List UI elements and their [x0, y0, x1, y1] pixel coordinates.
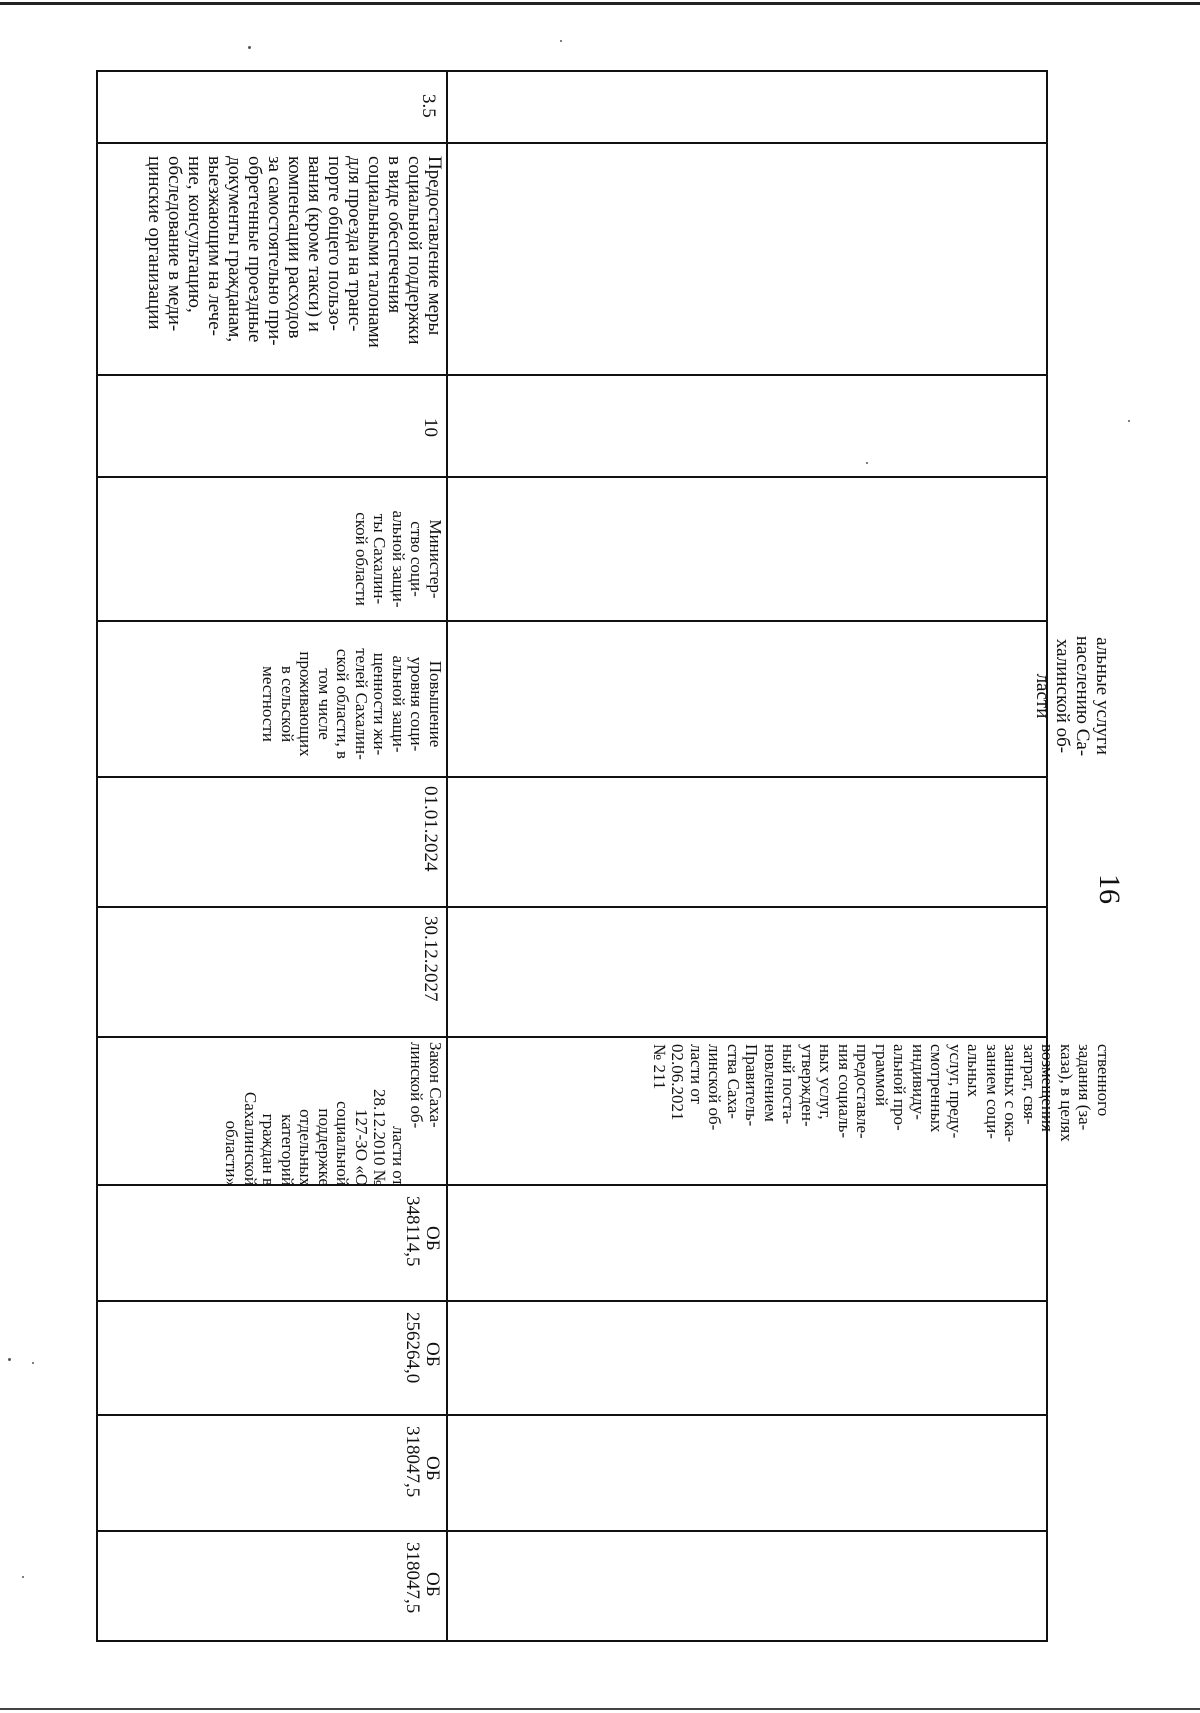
text-line: ласти от — [687, 1044, 706, 1105]
column-divider — [96, 1414, 1048, 1416]
text-line: альные услуги — [1092, 637, 1113, 755]
act-tail-text — [650, 1044, 1113, 1184]
text-line: ласти от — [389, 1125, 408, 1186]
end-date: 30.12.2027 — [420, 916, 441, 1002]
column-divider — [96, 1300, 1048, 1302]
text-line: отдельных — [296, 1109, 316, 1186]
funding-2025 — [402, 1312, 442, 1422]
text-line: ный поста- — [779, 1044, 799, 1125]
scan-speck — [866, 462, 868, 464]
text-line: порте общего пользо- — [324, 156, 345, 331]
funding-amount: 256264,0 — [402, 1312, 423, 1384]
column-divider — [96, 620, 1048, 622]
text-line: за самостоятельно при- — [264, 156, 285, 346]
text-line: граждан в — [259, 1113, 279, 1186]
description-tail-text — [1032, 634, 1112, 758]
text-line: уровня соци- — [407, 656, 427, 752]
text-line: документы гражданам, — [224, 156, 245, 343]
text-line: линской об- — [407, 1042, 427, 1129]
text-line: каза), в целях — [1057, 1044, 1076, 1142]
page-number: 16 — [1093, 874, 1126, 904]
text-line: социальной — [333, 1101, 353, 1186]
scan-speck — [1128, 420, 1130, 422]
scan-speck — [8, 1358, 11, 1361]
text-line: 127-ЗО «О — [352, 1109, 371, 1186]
funding-amount: 318047,5 — [402, 1426, 423, 1498]
text-line: ство соци- — [407, 521, 427, 597]
scan-speck — [32, 1362, 34, 1364]
table-border-left — [96, 70, 98, 1642]
text-line: линской об- — [705, 1044, 725, 1131]
text-line: в сельской — [278, 665, 297, 743]
funding-2024 — [402, 1196, 442, 1306]
text-line: социальными талонами — [364, 156, 385, 348]
text-line: занных с ока- — [1001, 1044, 1021, 1143]
funding-source: ОБ — [422, 1456, 443, 1481]
text-line: ты Сахалин- — [370, 513, 390, 605]
funding-source: ОБ — [422, 1572, 443, 1597]
scan-edge-bottom — [0, 1708, 1200, 1710]
text-line: утвержден- — [798, 1044, 817, 1127]
text-line: возмещения — [1038, 1044, 1058, 1132]
text-line: обследование в меди- — [164, 156, 185, 332]
column-divider — [96, 1036, 1048, 1038]
funding-2026 — [402, 1426, 442, 1536]
start-date: 01.01.2024 — [420, 786, 441, 872]
funding-amount: 318047,5 — [402, 1542, 423, 1614]
column-divider — [96, 776, 1048, 778]
text-line: альной защи- — [389, 655, 408, 753]
code-value: 10 — [420, 418, 441, 437]
text-line: индивиду- — [909, 1044, 928, 1120]
text-line: вания (кроме такси) и — [304, 156, 325, 332]
row-number: 3.5 — [418, 94, 439, 118]
text-line: ласти — [1032, 673, 1053, 719]
result-text — [259, 630, 444, 778]
text-line: поддержке — [315, 1108, 334, 1186]
text-line: щенности жи- — [370, 652, 390, 756]
funding-2027 — [402, 1542, 442, 1652]
text-line: области» — [222, 1120, 242, 1186]
scan-speck — [248, 46, 251, 49]
act-text — [222, 1042, 444, 1186]
text-line: новлением — [761, 1044, 780, 1122]
text-line: ства Саха- — [724, 1044, 743, 1119]
text-line: Министер- — [426, 519, 445, 599]
scan-edge-top — [0, 2, 1200, 5]
text-line: услуг, преду- — [946, 1044, 965, 1139]
scan-speck — [22, 1576, 24, 1578]
funding-source: ОБ — [422, 1226, 443, 1251]
text-line: ской области — [352, 512, 371, 606]
text-line: компенсации расходов — [284, 156, 305, 339]
text-line: выезжающим на лече- — [204, 156, 225, 336]
text-line: затрат, свя- — [1020, 1044, 1039, 1125]
row-divider — [446, 70, 448, 1642]
text-line: для проезда на транс- — [344, 156, 365, 332]
funding-amount: 348114,5 — [402, 1196, 423, 1267]
text-line: Закон Саха- — [426, 1042, 445, 1128]
text-line: ской области, в — [333, 648, 353, 760]
text-line: Правитель- — [742, 1044, 762, 1127]
text-line: ных услуг, — [816, 1044, 836, 1120]
text-line: проживающих — [296, 651, 316, 757]
text-line: задания (за- — [1075, 1044, 1095, 1131]
funding-source: ОБ — [422, 1342, 443, 1367]
text-line: ния социаль- — [835, 1044, 854, 1139]
text-line: граммой — [872, 1044, 891, 1107]
text-line: категорий — [278, 1114, 297, 1186]
text-line: халинской об- — [1052, 638, 1073, 754]
text-line: том числе — [315, 668, 334, 740]
text-line: 28.12.2010 № — [370, 1089, 390, 1186]
text-line: в виде обеспечения — [384, 156, 405, 314]
table-border-right — [1046, 70, 1048, 1642]
text-line: местности — [259, 666, 279, 742]
text-line: цинские организации — [144, 156, 165, 330]
text-line: ственного — [1094, 1044, 1113, 1117]
column-divider — [96, 1530, 1048, 1532]
text-line: телей Сахалин- — [352, 648, 371, 760]
executor-text — [352, 494, 445, 624]
scan-speck — [560, 40, 562, 42]
text-line: Повышение — [426, 660, 445, 748]
table-border-top — [96, 70, 1048, 72]
text-line: занием соци- — [983, 1044, 1002, 1139]
text-line: № 211 — [650, 1044, 669, 1090]
text-line: Предоставление меры — [424, 156, 445, 336]
text-line: предоставле- — [853, 1044, 873, 1139]
text-line: альной защи- — [389, 510, 408, 608]
text-line: альной про- — [890, 1044, 910, 1131]
text-line: ние, консультацию, — [184, 156, 205, 313]
column-divider — [96, 906, 1048, 908]
text-line: альных — [964, 1044, 984, 1097]
column-divider — [96, 476, 1048, 478]
measure-text — [144, 156, 444, 376]
text-line: Сахалинской — [241, 1091, 260, 1186]
text-line: населению Са- — [1072, 635, 1093, 757]
text-line: обретенные проездные — [244, 156, 265, 343]
text-line: социальной поддержки — [404, 156, 425, 345]
table-border-bottom — [96, 1640, 1048, 1642]
text-line: 02.06.2021 — [668, 1044, 688, 1121]
text-line: смотренных — [927, 1044, 947, 1133]
column-divider — [96, 142, 1048, 144]
